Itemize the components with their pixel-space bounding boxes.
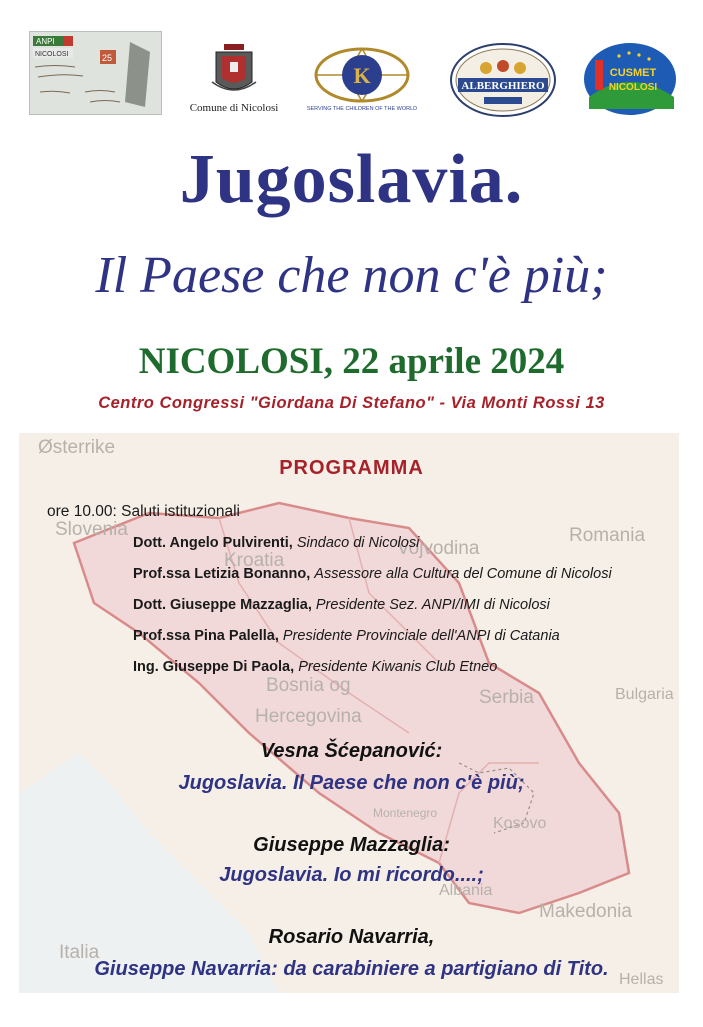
speaker-role: Assessore alla Cultura del Comune di Nicolosi [314,566,612,582]
map-label-bulgaria: Bulgaria [615,686,674,703]
map-label-hellas: Hellas [619,971,664,988]
anpi-logo [29,31,162,115]
map-label-hercegovina: Hercegovina [255,706,362,727]
speaker-name: Dott. Giuseppe Mazzaglia, [133,597,312,613]
speaker-role: Presidente Kiwanis Club Etneo [298,659,498,675]
svg-text:NICOLOSI: NICOLOSI [608,82,658,93]
comune-di-nicolosi-logo [178,42,290,120]
kiwanis-logo [306,42,418,112]
speaker-name: Prof.ssa Pina Palella, [133,628,279,644]
map-label-albania: Albania [439,882,493,899]
map-label-osterrike: Østerrike [38,437,116,458]
svg-text:K: K [353,63,371,88]
speaker-role: Presidente Provinciale dell'ANPI di Catania [282,628,560,644]
speaker-role: Presidente Sez. ANPI/IMI di Nicolosi [315,597,550,613]
map-label-romania: Romania [569,525,646,546]
speaker-line [133,535,419,551]
map-label-montenegro: Montenegro [373,806,438,820]
program-heading: PROGRAMMA [279,457,424,479]
speaker-line [133,597,550,613]
poster-subtitle: Il Paese che non c'è più; [95,247,608,304]
speaker-line [133,566,612,582]
svg-text:25: 25 [102,53,113,63]
talk-title: Jugoslavia. Io mi ricordo....; [219,864,484,886]
speaker-line [133,659,497,675]
speaker-name: Dott. Angelo Pulvirenti, [133,535,293,551]
talk-speaker: Giuseppe Mazzaglia: [253,834,450,856]
talk-speaker: Rosario Navarria, [268,926,435,948]
talk-title: Jugoslavia. Il Paese che non c'è più; [178,772,525,794]
map-label-serbia: Serbia [479,687,534,708]
map-label-makedonia: Makedonia [539,901,632,922]
comune-caption: Comune di Nicolosi [189,102,279,114]
map-label-kroatia: Kroatia [224,550,285,571]
svg-text:ALBERGHIERO: ALBERGHIERO [461,80,545,92]
speaker-name: Ing. Giuseppe Di Paola, [133,659,295,675]
svg-text:CUSMET: CUSMET [609,67,657,79]
map-label-bosnia: Bosnia og [266,675,351,696]
svg-text:NICOLOSI: NICOLOSI [35,51,69,58]
talk-speaker: Vesna Šćepanović: [260,740,443,762]
event-venue: Centro Congressi "Giordana Di Stefano" - Via Monti Rossi 13 [98,394,605,412]
speaker-line [133,628,560,644]
svg-text:SERVING THE CHILDREN OF THE WO: SERVING THE CHILDREN OF THE WORLD [306,106,418,112]
map-label-vojvodina: Vojvodina [397,538,480,559]
speaker-role: Sindaco di Nicolosi [296,535,420,551]
map-label-kosovo: Kosovo [493,815,547,832]
event-dateline: NICOLOSI, 22 aprile 2024 [138,341,565,382]
program-time-line: ore 10.00: Saluti istituzionali [47,503,241,520]
map-label-italia: Italia [59,942,100,963]
alberghiero-logo [448,42,558,120]
map-label-slovenia: Slovenia [55,519,128,540]
talk-title: Giuseppe Navarria: da carabiniere a partigiano di Tito. [94,958,609,980]
cusmet-logo [583,42,678,116]
poster-title: Jugoslavia. [179,141,524,218]
speaker-name: Prof.ssa Letizia Bonanno, [133,566,311,582]
svg-text:ANPI: ANPI [36,37,55,46]
